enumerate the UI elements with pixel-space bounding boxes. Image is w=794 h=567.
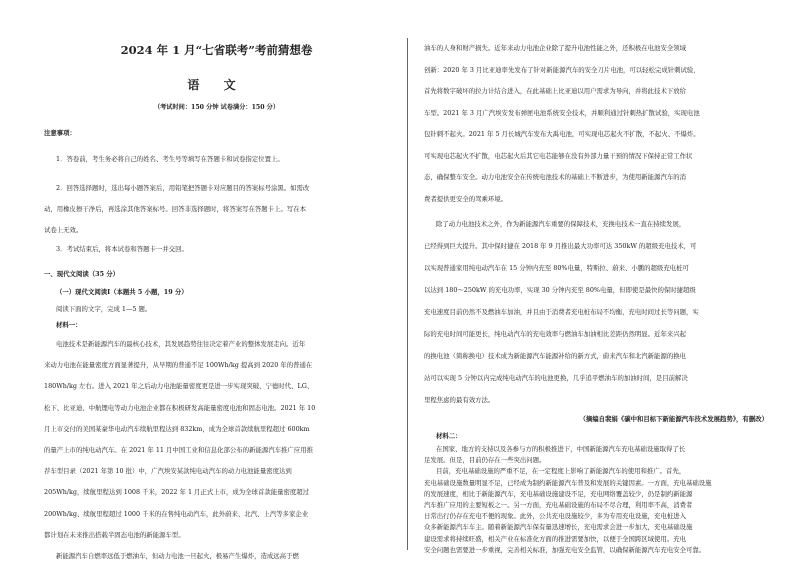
- exam-meta: （考试时间：150 分钟 试卷满分：150 分）: [153, 104, 280, 111]
- text-line: 的换电池（简称换电）技术成为新能源汽车能源补给的新方式，蔚来汽车和北汽新能源的换电: [424, 352, 687, 360]
- material-1-body-right-a: [424, 38, 768, 210]
- note-item-1: 1．答卷前，考生务必将自己的姓名、考生号等填写在答题卡和试卷指定位置上。: [56, 155, 284, 163]
- text-line: 包针刺不起火。2021 年 5 月长城汽车发布大禹电池，可实现电芯起火不扩散，不起火、不爆炸。: [424, 130, 700, 138]
- text-line: 首先将数字破坏的拉力计结合进入，在此基础上比亚迪以用户需求为导向，并将此技术下放给: [424, 87, 687, 95]
- text-line: 可实现电芯起火不扩散，电芯起火后其它电芯能够在没有外部力量干预的情况下保持正常工作状: [424, 151, 693, 160]
- text-line: 以达到 180～250kW 的充电功率，实现 30 分钟内充至 80%电量，但即使是最快的保时捷超级: [424, 286, 696, 294]
- text-line: 以实现普通家用纯电动汽车在 15 分钟内充至 80%电量，特斯拉、蔚来、小鹏的超级充电桩可: [424, 264, 689, 272]
- text-line: 站可以实现 5 分钟以内完成纯电动汽车的电池更换，几乎追平燃油车的加油时间，是目前解决: [424, 374, 688, 382]
- text-line: 建设需求将持续旺盛，相关产业在标准化方面的推进需要加快，以便于全国跨区域使用。充电: [424, 534, 687, 543]
- subsection-heading: （一）现代文阅读Ⅰ（本题共 5 小题，19 分）: [56, 288, 188, 296]
- source-citation: （摘编自裴娟《碳中和目标下新能源汽车技术发展趋势》，有删改）: [579, 415, 768, 423]
- instruction: 阅读下面的文字，完成 1—5 题。: [56, 305, 152, 313]
- note-item-2-line: 动，用橡皮擦干净后，再选涂其他答案标号。回答非选择题时，将答案写在答题卡上。写在本: [44, 205, 307, 214]
- text-line: 200Wh/kg、续航里程超过 1000 千米的在售纯电动汽车，此外蔚来、北汽、上汽等多家企业: [44, 509, 309, 518]
- note-item-2-line: 2．回答选择题时，选出每小题答案后，用铅笔把答题卡对应题目的答案标号涂黑。如需改: [56, 184, 310, 192]
- text-line: 众多新能源汽车车主。随着新能源汽车保有量迅速增长，充电需求会进一步加大，充电基础设施: [424, 523, 693, 532]
- text-line: 安全问题也需要进一步重视，完善相关标准，加强充电安全监管，以确保新能源汽车充电安全可靠。: [424, 545, 706, 554]
- text-line: 松下、比亚迪、中航锂电等动力电池企业都在积极研发高能量密度电池和固态电池。2021 年 10: [44, 403, 316, 412]
- text-line: 180Wh/kg 左右。进入 2021 年之后动力电池能量密度更是进一步实现突破，宁德时代、LG、: [44, 382, 314, 391]
- material-1-body-left: [44, 334, 389, 567]
- text-line: 荐车型目录（2021 年第 10 批）中，广汽埃安某款纯电动汽车的动力电池能量密度达到: [44, 467, 292, 476]
- text-line: 足发展。但是，目前仍存在一些突出问题。: [424, 456, 546, 465]
- text-line: 都计划在未来推出搭载半固态电池的新能源车型。: [44, 530, 185, 539]
- text-line: 已经得到巨大提升。其中保时捷在 2018 年 9 月推出最大功率可达 350kW 的超级充电技术，可: [424, 242, 697, 250]
- material-2-body: [424, 444, 768, 556]
- text-line: 汽车推广应用的主要短板之一。另一方面，充电基础设施的布局不尽合理，利用率不高，消费者: [424, 501, 693, 510]
- text-line: 月上市交付的美国某豪华电动汽车续航里程达到 832km，成为全球首款续航里程超过 600km: [44, 424, 310, 433]
- text-line: 除了动力电池技术之外，作为新能源汽车重要的保障技术，充换电技术一直在持续发展，: [436, 220, 686, 228]
- text-line: 电池技术是新能源汽车的最核心技术，其发展趋势往往决定着产业的整体发展走向。近年: [56, 340, 306, 348]
- text-line: 际的充电时间可能更长，纯电动汽车的充电效率与燃油车加油相比差距仍然明显。近年来兴起: [424, 330, 687, 338]
- text-line: 态，确保整车安全。动力电池安全在传统电池技术的基础上不断进步，为使用新能源汽车的消: [424, 173, 687, 181]
- text-line: 目前，充电基础设施的严重不足，在一定程度上影响了新能源汽车的使用和推广。首先，: [436, 467, 686, 476]
- text-line: 205Wh/kg，续航里程达到 1008 千米，2022 年 1 月正式上市，成为全球首款能量密度超过: [44, 488, 310, 497]
- note-item-3: 3．考试结束后，将本试卷和答题卡一并交回。: [56, 245, 188, 253]
- note-item-2: [44, 178, 389, 242]
- text-line: 车型。2021 年 3 月广汽埃安发布弹匣电池系统安全技术，并顺利通过针刺热扩散试验，实现电池: [424, 108, 700, 117]
- material-1-body-right-b: [424, 213, 768, 411]
- material-2-label: 材料二：: [436, 432, 462, 440]
- text-line: 充电基础设施数量明显不足，已经成为制约新能源汽车普及和发展的关键因素。一方面，充电基础设施: [424, 478, 712, 487]
- notes-heading: 注意事项：: [44, 129, 76, 137]
- text-line: 的发展速度，相比于新能源汽车，充电基础设施建设不足，充电网络覆盖较少，仍是制约新能源: [424, 489, 693, 498]
- subject-title: 语 文: [187, 78, 246, 92]
- note-item-2-line: 试卷上无效。: [44, 226, 83, 235]
- text-line: 充电速度目前仍然不及燃油车加油，并且由于消费者充电桩布局不均衡，充电时间过长等问题，实: [424, 308, 699, 316]
- column-divider: [407, 38, 408, 550]
- text-line: 新能源汽车自燃率远低于燃油车，但动力电池一旦起火，极易产生爆炸，造成远高于燃: [56, 552, 299, 561]
- text-line: 创新：2020 年 3 月比亚迪率先发布了针对新能源汽车的安全刀片电池，可以轻松完成针刺试验，: [424, 65, 700, 74]
- exam-title: 2024 年 1 月“七省联考”考前猜想卷: [120, 43, 313, 57]
- section-heading: 一、现代文阅读（35 分）: [44, 270, 120, 278]
- text-line: 费者提供更安全的驾乘环境。: [424, 194, 508, 203]
- text-line: 里程焦虑的最有效方法。: [424, 396, 495, 404]
- text-line: 来动力电池在能量密度方面显著提升，从早期的普通不足 100Wh/kg 提高到 2020 年的普通在: [44, 361, 313, 370]
- text-line: 日常出行仍存在充电不便的现象。此外，公共充电设施较少，多为专用充电设施，充电桩进入: [424, 512, 687, 521]
- text-line: 油车的人身和财产损失。近年来动力电池企业除了提升电池性能之外，还积极在电池安全领域: [424, 44, 687, 52]
- text-line: 的量产上市的纯电动汽车。在 2021 年 11 月中国工业和信息化部公布的新能源汽车推广应用推: [44, 446, 313, 455]
- material-1-label: 材料一：: [56, 321, 82, 329]
- text-line: 在国家、地方的支持以及各参与方的积极推进下，中国新能源汽车充电基础设施取得了长: [436, 445, 686, 453]
